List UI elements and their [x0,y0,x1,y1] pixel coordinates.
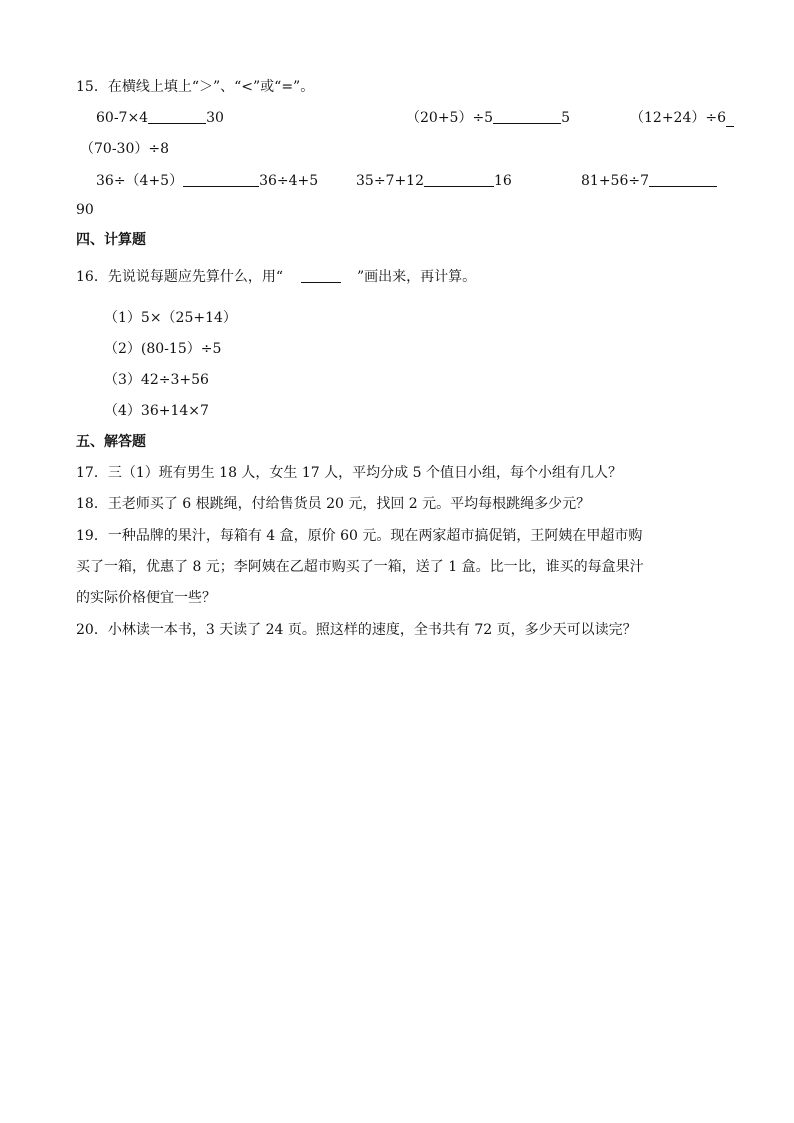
q16-prompt-after: ”画出来，再计算。 [356,269,477,285]
q15-item-1-blank[interactable] [148,109,206,124]
q15-item-4-blank[interactable] [183,172,259,187]
q19-line-2: 买了一箱，优惠了 8 元；李阿姨在乙超市购买了一箱，送了 1 盒。比一比，谁买的每盒果汁 [76,559,644,575]
q16-item-1: （1）5×（25+14） [104,310,237,326]
section-4-heading: 四、计算题 [76,232,146,248]
q15-item-3-wrap: （70-30）÷8 [80,141,169,157]
q15-item-2-left: （20+5）÷5 [406,110,494,126]
q17-text: 17．三（1）班有男生 18 人，女生 17 人，平均分成 5 个值日小组，每个小组有几人？ [76,465,622,481]
q15-item-4-left: 36÷（4+5） [96,173,184,189]
q15-item-6-left: 81+56÷7 [581,173,649,189]
q15-item-2-right: 5 [561,110,571,126]
q15-item-6-blank[interactable] [649,172,717,187]
q15-item-1-right: 30 [206,110,224,126]
q15-item-3-blank[interactable] [726,112,734,127]
q15-item-6-wrap: 90 [76,202,94,218]
q15-item-1-left: 60-7×4 [96,110,149,126]
q15-item-5 [356,172,512,190]
q16-prompt [76,268,476,286]
q15-item-3-left: （12+24）÷6 [630,110,726,126]
q15-item-6 [581,172,717,190]
q15-item-1 [96,109,224,127]
q19-line-3: 的实际价格便宜一些？ [76,590,216,606]
q16-item-2: （2）(80-15）÷5 [104,341,222,357]
q15-item-2 [406,109,570,127]
q15-item-4-right: 36÷4+5 [259,173,319,189]
section-5-heading: 五、解答题 [76,434,146,450]
q16-item-4: （4）36+14×7 [104,403,209,419]
q15-prompt: 15．在横线上填上“＞”、“<”或“=”。 [76,79,315,95]
q15-item-2-blank[interactable] [493,109,561,124]
q15-item-5-right: 16 [494,173,512,189]
q15-item-3 [630,109,734,127]
q19-line-1: 19．一种品牌的果汁，每箱有 4 盒，原价 60 元。现在两家超市搞促销，王阿姨在甲超市购 [76,528,643,544]
q15-item-4 [96,172,318,190]
q15-item-5-blank[interactable] [424,172,494,187]
q16-item-3: （3）42÷3+56 [104,372,209,388]
q16-prompt-before: 16．先说说每题应先算什么，用“ [76,269,283,285]
q15-item-5-left: 35÷7+12 [356,173,424,189]
q20-text: 20．小林读一本书，3 天读了 24 页。照这样的速度，全书共有 72 页，多少天可以读完？ [76,622,637,638]
underline-sample [301,268,341,283]
q18-text: 18．王老师买了 6 根跳绳，付给售货员 20 元，找回 2 元。平均每根跳绳多少元？ [76,496,591,512]
